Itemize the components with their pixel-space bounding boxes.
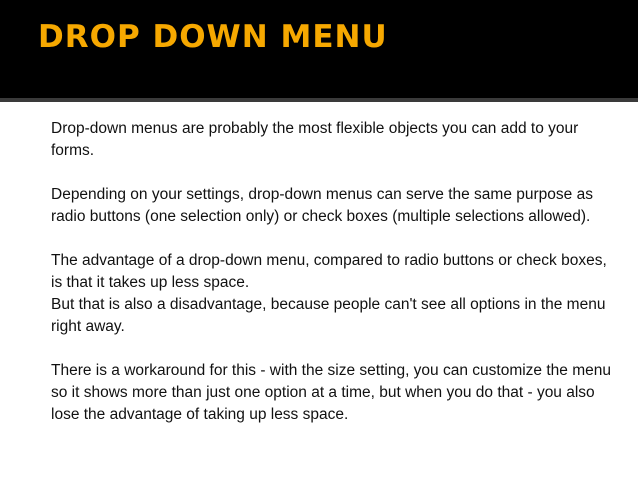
slide-body: [51, 118, 621, 448]
slide-title: DROP DOWN MENU: [38, 19, 388, 55]
title-divider: [0, 98, 638, 102]
paragraph-workaround: There is a workaround for this - with the size setting, you can customize the menu so it shows more than just one option at a time, but when you do that - you also lose the advantage of taking up less space.: [51, 362, 611, 423]
paragraph-advantage: The advantage of a drop-down menu, compared to radio buttons or check boxes, is that it takes up less space.: [51, 252, 607, 291]
paragraph-intro: Drop-down menus are probably the most flexible objects you can add to your forms.: [51, 120, 579, 159]
paragraph-settings: Depending on your settings, drop-down menus can serve the same purpose as radio buttons (one selection only) or check boxes (multiple selections allowed).: [51, 186, 593, 225]
title-bar: [0, 0, 638, 98]
paragraph-disadvantage: But that is also a disadvantage, because people can't see all options in the menu right away.: [51, 296, 606, 335]
